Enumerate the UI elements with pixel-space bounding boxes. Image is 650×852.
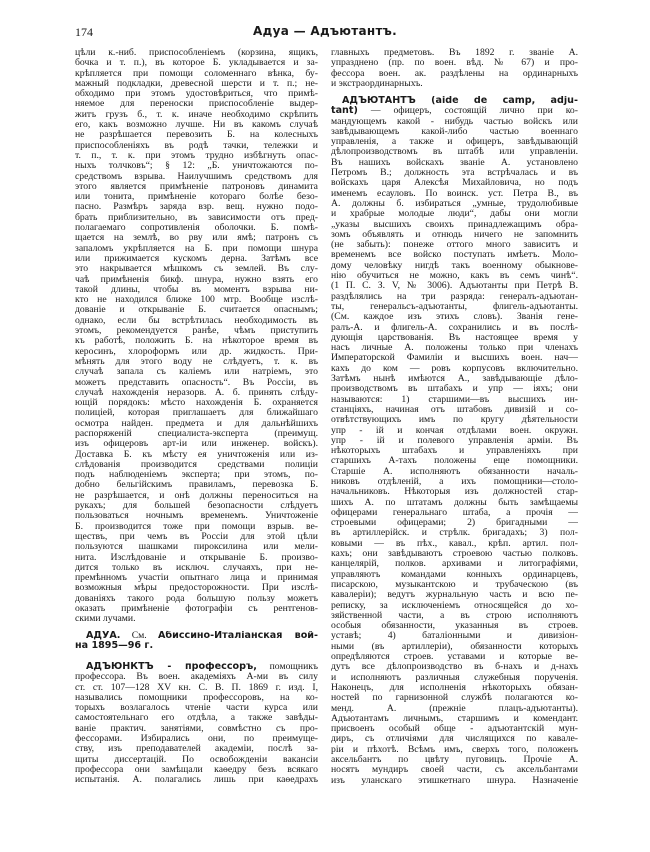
- text-line: нію обучиться не можно, какъ въ семъ чинѣ“.: [331, 271, 578, 282]
- text-line: зомъ объявлять и отнюдь ничего не запомнить: [331, 229, 578, 240]
- text-line: нита. Изслѣдованіе и открываніе Б. произво-: [75, 552, 318, 563]
- text-line: (1 П. С. З. V, № 3006). Адъютанты при Петрѣ В.: [331, 281, 578, 292]
- text-line: фессорами. Избирались они, по преимуще-: [75, 734, 318, 745]
- text-line: торыхъ возлагалось чтеніе части курса или: [75, 703, 318, 714]
- text-line: няемое для переноски приспособленіе выдер-: [75, 99, 318, 110]
- text-line: такой длины, чтобы въ моментъ взрыва ни-: [75, 284, 318, 295]
- text-line: щиты диссертацій. По освобожденіи вакансіи: [75, 754, 318, 765]
- text-line: временемъ все войско поступать имѣетъ. Моло-: [331, 250, 578, 261]
- text-line: диръ, съ отличіями для числящихся по кавале-: [331, 734, 578, 745]
- text-line: къ работѣ, положить Б. на нѣкоторое время въ: [75, 336, 318, 347]
- text-line: ныхъ толчковъ“; § 12: „Б. уничтожаются по-: [75, 161, 318, 172]
- text-line: упразднено (пр. по воен. вѣд. № 67) и про-: [331, 58, 578, 69]
- text-line: испытанія. А. полагались лишь при каѳедрахъ: [75, 775, 318, 786]
- text-line: и храбрые молодые люди“, дабы они могли: [331, 209, 578, 220]
- text-line: назывались помощники профессоровъ, на ко-: [75, 692, 318, 703]
- text-line: это накрывается мѣшкомъ съ землей. Въ слу-: [75, 264, 318, 275]
- page-number: 174: [75, 25, 93, 39]
- text-line: „указы высшихъ своихъ принадлежащимъ обра-: [331, 219, 578, 230]
- text-line: менд. А. (прежніе плацъ-адъютанты).: [331, 703, 578, 714]
- text-line: Б. производится тоже при помощи взрыв. ве-: [75, 521, 318, 532]
- text-line: отвѣтствующихъ имъ по кругу дѣятельности: [331, 415, 578, 426]
- text-line: А. должны б. избираться „умные, трудолюбивые: [331, 198, 578, 209]
- entry-adjunkt: [75, 662, 318, 786]
- text-line: изъ офицеровъ арт-іи или инженер. войскъ).: [75, 439, 318, 450]
- text-line: упр - ій и кончая отдѣлами воен. окружн.: [331, 425, 578, 436]
- text-line: пользоваться ночнымъ временемъ. Уничтоженіе: [75, 511, 318, 522]
- text-line: и исполняютъ различныя служебныя порученія.: [331, 672, 578, 683]
- text-line: дованіе и открываніе Б. считается опаснымъ;: [75, 305, 318, 316]
- text-line: дующія царствованія. Въ настоящее время у: [331, 332, 578, 343]
- text-line: крѣпляется при помощи соломеннаго вѣнка, бу-: [75, 68, 318, 79]
- text-line: [75, 662, 318, 672]
- text-line: въ артиллерійск. и стрѣлк. бригадахъ; 3) пол-: [331, 528, 578, 539]
- text-line: (не забыть): понеже оттого много зависитъ и: [331, 240, 578, 251]
- text-line: строевыми офицерами; 2) бригадными —: [331, 518, 578, 529]
- text-segment: помощникъ: [256, 662, 318, 672]
- text-line: Петромъ В.; должность эта встрѣчалась и въ: [331, 168, 578, 179]
- text-line: старшихъ А-тахъ положены еще помощники.: [331, 456, 578, 467]
- text-line: добно бельгійскимъ правиламъ, перевозка Б.: [75, 480, 318, 491]
- text-line: дится только въ исключ. случаяхъ, при не-: [75, 562, 318, 573]
- text-line: средствомъ взрыва. Наилучшимъ средствомъ для: [75, 171, 318, 182]
- text-line: главныхъ предметовъ. Въ 1892 г. званіе А.: [331, 48, 578, 58]
- text-line: особыя обязанности, указанныя въ строев.: [331, 621, 578, 632]
- text-line: пользуются шашками пироксилина или мели-: [75, 542, 318, 553]
- text-line: (См. каждое изъ этихъ словъ). Званія гене-: [331, 312, 578, 323]
- headword: АДЪЮТАНТЪ (aide de camp, adju-: [342, 96, 578, 106]
- text-line: пасно. Размѣръ заряда взр. вещ. нужно подо-: [75, 202, 318, 213]
- text-line: фессора воен. ак. раздѣлены на ординарныхъ: [331, 68, 578, 79]
- text-line: именемъ есауловъ. По воинск. уст. Петра В., въ: [331, 188, 578, 199]
- text-line: никовъ отдѣленій, а ихъ помощники—столо-: [331, 476, 578, 487]
- text-line: щается на землѣ, во рву или ямѣ; патронъ съ: [75, 233, 318, 244]
- text-line: называются: 1) старшими—въ высшихъ ин-: [331, 394, 578, 405]
- text-line: брать приблизительно, въ зависимости отъ пред-: [75, 212, 318, 223]
- text-line: Адъютантамъ личнымъ, старшимъ и комендант.: [331, 713, 578, 724]
- text-line: кахъ; они завѣдываютъ строевою частью полковъ.: [331, 549, 578, 560]
- text-line: возможныя мѣры предосторожности. При изслѣ-: [75, 583, 318, 594]
- text-line: осмотра найден. предмета и для дальнѣйшихъ: [75, 418, 318, 429]
- text-line: Затѣмъ нынѣ имѣются А., завѣдывающіе дѣло-: [331, 374, 578, 385]
- text-line: чаѣ примѣненія бикф. шнура, нужно взять его: [75, 274, 318, 285]
- text-line: профессора они замѣщали каѳедру безъ всякаго: [75, 764, 318, 775]
- text-line: житъ грузъ б., т. к. иначе необходимо скрѣпить: [75, 109, 318, 120]
- text-line: завѣдывающемъ какой-либо частью военнаго: [331, 126, 578, 137]
- text-line: ковыми — въ пѣх., кавал., крѣп. артил. пол-: [331, 538, 578, 549]
- text-line: ществъ, при чемъ въ Россіи для этой цѣли: [75, 531, 318, 542]
- text-line: подъ наблюденіемъ эксперта; при этомъ, по-: [75, 470, 318, 481]
- text-line: Доставка Б. къ мѣсту ея уничтоженія или из-: [75, 449, 318, 460]
- text-line: не разрѣшается, и онѣ должны переноситься на: [75, 490, 318, 501]
- text-line: станціяхъ, начиная отъ штабовъ дивизій и со-: [331, 404, 578, 415]
- text-line: т. п., т. к. при этомъ трудно избѣгнуть опас-: [75, 150, 318, 161]
- text-line: самостоятельнаго его отдѣла, а также завѣды-: [75, 713, 318, 724]
- text-line: кавалеріи); ведутъ журнальную часть и всю пе-: [331, 590, 578, 601]
- headword: на 1895—96 г.: [75, 641, 154, 652]
- text-segment: См.: [120, 631, 158, 641]
- text-line: мажный подкладки, древесной шерсти и т. п.; не-: [75, 78, 318, 89]
- text-line: ными (въ артиллеріи), обязанности которыхъ: [331, 641, 578, 652]
- text-line: полагаемаго сопротивленія оболочки. Б. помѣ-: [75, 223, 318, 234]
- text-line: керосинъ, хлороформъ или др. жидкость. При-: [75, 346, 318, 357]
- text-line: канцелярій, полков. архивами и литографіями,: [331, 559, 578, 570]
- entry-adua: [75, 631, 318, 652]
- text-line: дутъ все дѣлопроизводство въ б-нахъ и д-нахъ: [331, 662, 578, 673]
- text-line: ностей по гарнизонной службѣ полагаются ко-: [331, 693, 578, 704]
- text-line: зяйственной части, а въ строю исполняютъ: [331, 610, 578, 621]
- text-line: Наконецъ, для исполненія нѣкоторыхъ обязан-: [331, 682, 578, 693]
- text-line: дому человѣку нигдѣ такъ военному обыкнове-: [331, 260, 578, 271]
- text-line: опредѣляются строев. уставами и которые ве-: [331, 652, 578, 663]
- text-line: приспособленіяхъ въ родѣ тачки, тележки и: [75, 140, 318, 151]
- running-head: Адуа — Адъютантъ.: [253, 24, 397, 38]
- text-line: Императорской Фамиліи и высшихъ воен. нач—: [331, 353, 578, 364]
- text-line: премѣнномъ участіи опытнаго лица и принимая: [75, 573, 318, 584]
- text-line: запаломъ укрѣпляется на Б. при помощи шнура: [75, 243, 318, 254]
- text-line: офицерами генеральнаго штаба, а прочія —: [331, 507, 578, 518]
- text-line: аксельбантъ по цвѣту пуговицъ. Прочіе А.: [331, 755, 578, 765]
- text-line: носятъ мундиръ своей части, съ аксельбантами: [331, 765, 578, 776]
- text-line: управляютъ командами конныхъ ординарцевъ,: [331, 569, 578, 580]
- text-line: его, какъ возможно лучше. Ни въ какомъ случаѣ: [75, 120, 318, 131]
- headword: АДЪЮНКТЪ - профессоръ,: [86, 662, 257, 672]
- right-paragraph-continuation: [331, 48, 578, 89]
- text-line: распоряженій специалиста-эксперта (преимущ.: [75, 428, 318, 439]
- text-line: реписку, за исключеніемъ относящейся до хо-: [331, 600, 578, 611]
- text-line: [331, 96, 578, 106]
- text-line: кто не находился ближе 100 мтр. Вообще изслѣ-: [75, 295, 318, 306]
- text-line: бочка и т. п.), въ которое Б. укладывается и за-: [75, 58, 318, 69]
- text-line: полиціей, которая приглашаетъ для ближайшаго: [75, 408, 318, 419]
- text-line: случаѣ запала съ каліемъ или натріемъ, это: [75, 367, 318, 378]
- text-line: начальниковъ. Нѣкоторыя изъ должностей стар-: [331, 487, 578, 498]
- text-line: шихъ А. по штатамъ должны быть замѣщаемы: [331, 497, 578, 508]
- left-paragraph-bombs: [75, 48, 318, 625]
- headword: Абиссино-Италіанская вой-: [157, 631, 318, 641]
- text-line: дѣлопроизводствомъ въ штабѣ или управленіи.: [331, 147, 578, 158]
- text-line: мѣнять для этого воду не слѣдуетъ, т. к. въ: [75, 356, 318, 367]
- headword: tant): [331, 106, 358, 117]
- text-line: писарскою, музыкантскою и трубаческою (въ: [331, 579, 578, 590]
- text-line: цѣли к.-ниб. приспособленіемъ (корзина, ящикъ,: [75, 48, 318, 58]
- text-line: насъ личные А. положены только при членахъ: [331, 343, 578, 354]
- text-line: рукахъ; для большей безопасности слѣдуетъ: [75, 501, 318, 512]
- text-line: ст. ст. 107—128 XV кн. С. В. П. 1869 г. изд. I,: [75, 682, 318, 693]
- entry-adjutant: [331, 96, 578, 786]
- text-segment: — офицеръ, состоящій лично при ко-: [357, 106, 578, 117]
- text-line: обходимо при этомъ удостовѣриться, что примѣ-: [75, 89, 318, 100]
- text-line: скими лучами.: [75, 614, 136, 625]
- text-line: оказать примѣненіе фотографіи съ рентгенов-: [75, 604, 318, 615]
- text-line: однако, если бы встрѣтилась необходимость въ: [75, 315, 318, 326]
- text-line: Старшіе А. исполняютъ обязанности началь-: [331, 466, 578, 477]
- text-line: Въ нашихъ войскахъ званіе А. установлено: [331, 157, 578, 168]
- text-line: нѣкоторыхъ штабахъ и управленіяхъ при: [331, 446, 578, 457]
- text-line: войскахъ царя Алексѣя Михайловича, но подъ: [331, 178, 578, 189]
- text-line: слѣдованія производится средствами полиціи: [75, 459, 318, 470]
- text-line: изъ уланскаго этишкетнаго шнура. Назначеніе: [331, 775, 578, 786]
- text-line: управленія, а также и офицеръ, завѣдывающій: [331, 137, 578, 148]
- text-line: и экстраординарныхъ.: [331, 78, 423, 89]
- headword: АДУА.: [86, 631, 121, 641]
- text-line: [75, 631, 318, 641]
- text-line: уставѣ; 4) баталіонными и дивизіон-: [331, 631, 578, 642]
- text-line: или тонита, примѣненіе котораго болѣе безо-: [75, 192, 318, 203]
- text-line: профессора. Въ воен. академіяхъ А-ми въ силу: [75, 672, 318, 683]
- text-line: ству, изъ преподавателей академіи, послѣ за-: [75, 744, 318, 755]
- text-line: производствомъ въ штабахъ и упр — іяхъ; они: [331, 384, 578, 395]
- text-line: мандующемъ какой - нибудь частью войскъ или: [331, 116, 578, 127]
- text-line: случаѣ нахожденія неразорв. А. б. принять слѣду-: [75, 387, 318, 398]
- text-line: раздѣлялись на три разряда: генералъ-адъютан-: [331, 291, 578, 302]
- text-line: присвоенъ особый обще - адъютантскій мун-: [331, 724, 578, 735]
- text-line: кахъ до ком — ровъ корпусовъ включительно.: [331, 363, 578, 374]
- text-line: ваніе практич. занятіями, совмѣстно съ про-: [75, 723, 318, 734]
- text-line: дованіяхъ такого рода большую пользу можетъ: [75, 593, 318, 604]
- text-line: этомъ, рекомендуется ранѣе, чѣмъ приступить: [75, 326, 318, 337]
- text-line: не разрѣшается перевозить Б. на колесныхъ: [75, 130, 318, 141]
- text-line: ралъ-А. и флигель-А. сохранились и въ послѣ-: [331, 322, 578, 333]
- text-line: можетъ представить опасность“. Въ Россіи, въ: [75, 377, 318, 388]
- text-line: ты, генеральсъ-адъютанты, флигель-адъютанты.: [331, 301, 578, 312]
- text-line: [75, 641, 318, 651]
- text-line: этого является примѣненіе патроновъ динамита: [75, 181, 318, 192]
- text-line: ріи и пѣхотѣ. Всѣмъ имъ, сверхъ того, положенъ: [331, 744, 578, 755]
- text-line: или прижимается кускомъ дерна. Затѣмъ все: [75, 253, 318, 264]
- text-line: упр - ій и полевого управленія арміи. Въ: [331, 435, 578, 446]
- text-line: [331, 106, 578, 116]
- text-line: ющій порядокъ: мѣсто нахожденія Б. охраняется: [75, 398, 318, 409]
